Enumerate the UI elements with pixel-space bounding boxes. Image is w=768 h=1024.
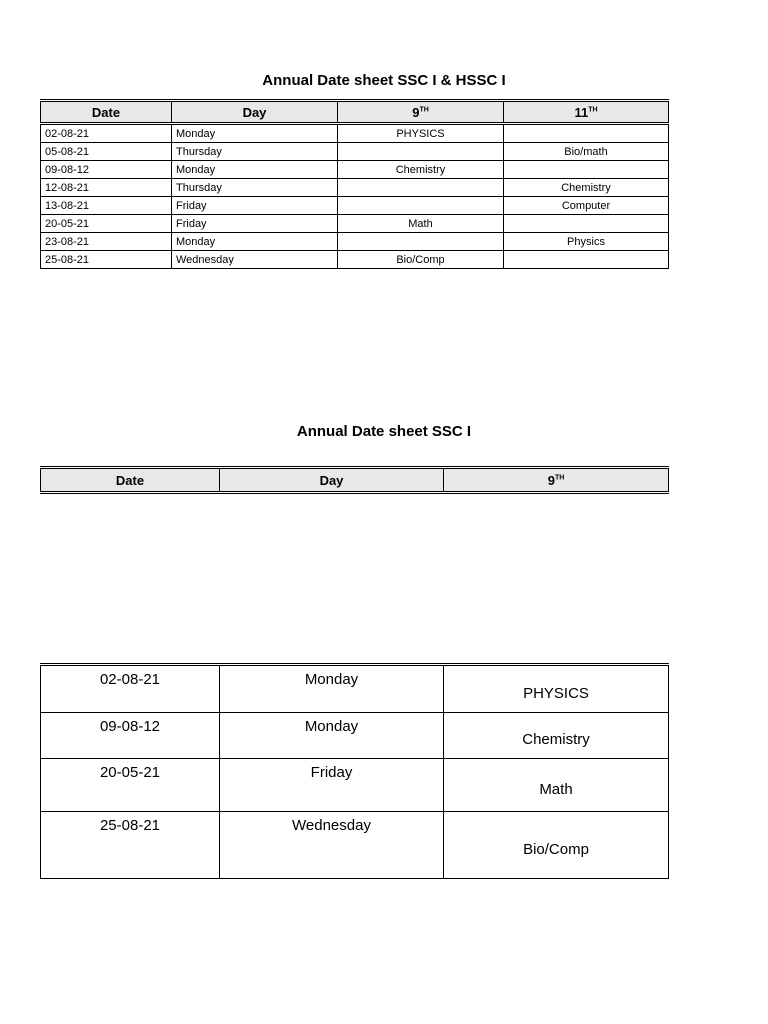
day-cell: Friday: [172, 197, 338, 215]
datesheet-table-ssc-hssc: [40, 99, 669, 269]
grade-9-subject-cell: Bio/Comp: [444, 812, 669, 879]
grade-9-subject-cell: [338, 143, 504, 161]
date-cell: 02-08-21: [41, 124, 172, 143]
date-cell: 02-08-21: [41, 665, 220, 713]
grade-11-subject-cell: [504, 215, 669, 233]
date-cell: 20-05-21: [41, 215, 172, 233]
grade-11-subject-cell: [504, 161, 669, 179]
table-row: [41, 143, 669, 161]
date-cell: 25-08-21: [41, 251, 172, 269]
grade-9-subject-cell: Chemistry: [338, 161, 504, 179]
grade-11-subject-cell: [504, 124, 669, 143]
day-cell: Wednesday: [220, 812, 444, 879]
table-row: [41, 251, 669, 269]
day-cell: Thursday: [172, 143, 338, 161]
grade-9-subject-cell: [338, 233, 504, 251]
table-header-row: [41, 101, 669, 124]
grade-9-subject-cell: Math: [444, 759, 669, 812]
date-cell: 09-08-12: [41, 161, 172, 179]
grade-11-subject-cell: Chemistry: [504, 179, 669, 197]
grade-9-subject-cell: [338, 197, 504, 215]
grade-9-subject-cell: PHYSICS: [444, 665, 669, 713]
grade-11-subject-cell: [504, 251, 669, 269]
date-cell: 12-08-21: [41, 179, 172, 197]
date-cell: 05-08-21: [41, 143, 172, 161]
day-cell: Monday: [220, 713, 444, 759]
header-date: Date: [41, 101, 172, 124]
header-date: Date: [41, 468, 220, 493]
day-cell: Friday: [220, 759, 444, 812]
table-row: [41, 665, 669, 713]
table-row: [41, 161, 669, 179]
datesheet-title-ssc-hssc: Annual Date sheet SSC I & HSSC I: [262, 72, 506, 89]
datesheet-header-table-ssc: [40, 466, 669, 494]
grade-9-subject-cell: Math: [338, 215, 504, 233]
table-row: [41, 197, 669, 215]
table-row: [41, 759, 669, 812]
datesheet-title-ssc: Annual Date sheet SSC I: [296, 423, 472, 440]
grade-9-subject-cell: PHYSICS: [338, 124, 504, 143]
date-cell: 23-08-21: [41, 233, 172, 251]
date-cell: 09-08-12: [41, 713, 220, 759]
table-row: [41, 215, 669, 233]
table-row: [41, 124, 669, 143]
header-day: Day: [220, 468, 444, 493]
day-cell: Monday: [172, 233, 338, 251]
date-cell: 13-08-21: [41, 197, 172, 215]
grade-11-subject-cell: Computer: [504, 197, 669, 215]
grade-9-subject-cell: Bio/Comp: [338, 251, 504, 269]
datesheet-table-ssc: [40, 663, 669, 879]
day-cell: Monday: [172, 161, 338, 179]
day-cell: Wednesday: [172, 251, 338, 269]
header-grade-9: 9TH: [338, 101, 504, 124]
date-cell: 25-08-21: [41, 812, 220, 879]
grade-11-subject-cell: Bio/math: [504, 143, 669, 161]
table-row: [41, 179, 669, 197]
grade-11-subject-cell: Physics: [504, 233, 669, 251]
header-grade-11: 11TH: [504, 101, 669, 124]
table-header-row: [41, 468, 669, 493]
header-day: Day: [172, 101, 338, 124]
table-row: [41, 233, 669, 251]
date-cell: 20-05-21: [41, 759, 220, 812]
day-cell: Thursday: [172, 179, 338, 197]
day-cell: Friday: [172, 215, 338, 233]
header-grade-9: 9TH: [444, 468, 669, 493]
table-row: [41, 812, 669, 879]
table-row: [41, 713, 669, 759]
day-cell: Monday: [220, 665, 444, 713]
grade-9-subject-cell: Chemistry: [444, 713, 669, 759]
grade-9-subject-cell: [338, 179, 504, 197]
day-cell: Monday: [172, 124, 338, 143]
